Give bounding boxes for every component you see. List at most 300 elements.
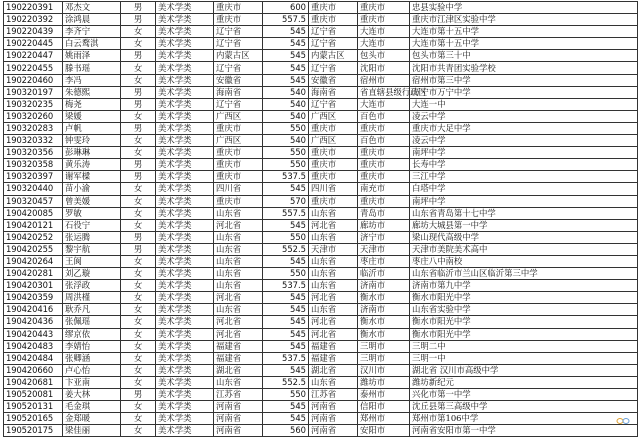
cell-sex: 女 bbox=[121, 364, 156, 376]
cell-major: 美术学类 bbox=[156, 147, 214, 159]
cell-name: 曾美媛 bbox=[63, 195, 121, 207]
cell-score: 545 bbox=[263, 413, 309, 425]
cell-sex: 男 bbox=[121, 159, 156, 171]
cell-score: 560 bbox=[263, 425, 309, 437]
cell-city: 宿州市 bbox=[358, 74, 410, 86]
cell-score: 545 bbox=[263, 183, 309, 195]
cell-province: 江苏省 bbox=[214, 389, 263, 401]
cell-name: 周洪槿 bbox=[63, 292, 121, 304]
table-row bbox=[4, 231, 638, 243]
cell-major: 美术学类 bbox=[156, 304, 214, 316]
cell-school: 枣庄八中南校 bbox=[410, 255, 638, 267]
table-row bbox=[4, 389, 638, 401]
cell-school: 沈丘县第三高级中学 bbox=[410, 401, 638, 413]
cell-name: 滕书瑶 bbox=[63, 62, 121, 74]
cell-score: 545 bbox=[263, 50, 309, 62]
cell-major: 美术学类 bbox=[156, 401, 214, 413]
cell-id: 190520165 bbox=[4, 413, 63, 425]
cell-sex: 男 bbox=[121, 243, 156, 255]
cell-school: 济南市第九中学 bbox=[410, 280, 638, 292]
cell-name: 罗敏 bbox=[63, 207, 121, 219]
cell-id: 190320440 bbox=[4, 183, 63, 195]
cell-province: 海南省 bbox=[214, 86, 263, 98]
cell-sex: 男 bbox=[121, 231, 156, 243]
cell-id: 190520175 bbox=[4, 425, 63, 437]
table-row bbox=[4, 195, 638, 207]
cell-major: 美术学类 bbox=[156, 50, 214, 62]
cell-sex: 女 bbox=[121, 268, 156, 280]
cell-sex: 女 bbox=[121, 401, 156, 413]
cell-school: 衡水市阳光中学 bbox=[410, 292, 638, 304]
cell-name: 毛金琪 bbox=[63, 401, 121, 413]
cell-sex: 女 bbox=[121, 195, 156, 207]
cell-major: 美术学类 bbox=[156, 352, 214, 364]
cell-province: 福建省 bbox=[214, 340, 263, 352]
cell-school: 河南省安阳市第一中学 bbox=[410, 425, 638, 437]
cell-province: 重庆市 bbox=[214, 159, 263, 171]
cell-city: 信阳市 bbox=[358, 401, 410, 413]
cell-score: 545 bbox=[263, 328, 309, 340]
cell-sex: 男 bbox=[121, 389, 156, 401]
cell-city: 枣庄市 bbox=[358, 255, 410, 267]
cell-school: 郑州市第106中学 bbox=[410, 413, 638, 425]
cell-exam-province: 山东省 bbox=[309, 376, 358, 388]
cell-city: 廊坊市 bbox=[358, 219, 410, 231]
cell-score: 545 bbox=[263, 304, 309, 316]
table-row bbox=[4, 280, 638, 292]
cell-exam-province: 重庆市 bbox=[309, 147, 358, 159]
cell-major: 美术学类 bbox=[156, 159, 214, 171]
cell-score: 600 bbox=[263, 2, 309, 14]
table-row bbox=[4, 292, 638, 304]
cell-school: 湖北省 汉川市高级中学 bbox=[410, 364, 638, 376]
cell-province: 重庆市 bbox=[214, 14, 263, 26]
table-row bbox=[4, 328, 638, 340]
table-row bbox=[4, 207, 638, 219]
cell-province: 山东省 bbox=[214, 304, 263, 316]
cell-id: 190420681 bbox=[4, 376, 63, 388]
cell-school: 梁山现代高级中学 bbox=[410, 231, 638, 243]
cell-major: 美术学类 bbox=[156, 425, 214, 437]
cell-name: 梅尧 bbox=[63, 98, 121, 110]
cell-id: 190420255 bbox=[4, 243, 63, 255]
cell-id: 190420443 bbox=[4, 328, 63, 340]
cell-exam-province: 广西区 bbox=[309, 110, 358, 122]
cell-city: 大连市 bbox=[358, 38, 410, 50]
cell-city: 重庆市 bbox=[358, 159, 410, 171]
cell-sex: 女 bbox=[121, 110, 156, 122]
cell-major: 美术学类 bbox=[156, 292, 214, 304]
cell-name: 卞亚南 bbox=[63, 376, 121, 388]
table-row bbox=[4, 110, 638, 122]
cell-sex: 女 bbox=[121, 316, 156, 328]
cell-sex: 男 bbox=[121, 86, 156, 98]
cell-name: 张运腾 bbox=[63, 231, 121, 243]
cell-score: 545 bbox=[263, 340, 309, 352]
cell-sex: 女 bbox=[121, 340, 156, 352]
cell-name: 刘乙璇 bbox=[63, 268, 121, 280]
cell-major: 美术学类 bbox=[156, 14, 214, 26]
table-row bbox=[4, 86, 638, 98]
cell-city: 重庆市 bbox=[358, 171, 410, 183]
table-row bbox=[4, 74, 638, 86]
cell-exam-province: 山东省 bbox=[309, 304, 358, 316]
cell-city: 包头市 bbox=[358, 50, 410, 62]
cell-name: 谢军樑 bbox=[63, 171, 121, 183]
cell-id: 190420483 bbox=[4, 340, 63, 352]
cell-sex: 女 bbox=[121, 74, 156, 86]
admission-score-table bbox=[3, 1, 638, 437]
table-row bbox=[4, 413, 638, 425]
cell-name: 彭琳琳 bbox=[63, 147, 121, 159]
cell-province: 山东省 bbox=[214, 255, 263, 267]
cell-id: 190220455 bbox=[4, 62, 63, 74]
cell-score: 550 bbox=[263, 231, 309, 243]
cell-score: 550 bbox=[263, 268, 309, 280]
cell-school: 重庆市大足中学 bbox=[410, 122, 638, 134]
cell-id: 190420660 bbox=[4, 364, 63, 376]
cell-major: 美术学类 bbox=[156, 171, 214, 183]
cell-province: 河南省 bbox=[214, 401, 263, 413]
cell-exam-province: 河南省 bbox=[309, 425, 358, 437]
cell-sex: 女 bbox=[121, 26, 156, 38]
cell-score: 540 bbox=[263, 98, 309, 110]
cell-exam-province: 四川省 bbox=[309, 183, 358, 195]
cell-province: 辽宁省 bbox=[214, 26, 263, 38]
table-row bbox=[4, 401, 638, 413]
cell-id: 190320397 bbox=[4, 171, 63, 183]
cell-province: 重庆市 bbox=[214, 171, 263, 183]
score-table-sheet bbox=[3, 1, 637, 437]
cell-id: 190420436 bbox=[4, 316, 63, 328]
cell-major: 美术学类 bbox=[156, 86, 214, 98]
cell-province: 河南省 bbox=[214, 425, 263, 437]
cell-city: 济南市 bbox=[358, 280, 410, 292]
cell-school: 大连一中 bbox=[410, 98, 638, 110]
cell-name: 钟雯玲 bbox=[63, 135, 121, 147]
cell-score: 540 bbox=[263, 110, 309, 122]
cell-name: 耿乔凡 bbox=[63, 304, 121, 316]
cell-name: 姚雨泽 bbox=[63, 50, 121, 62]
table-row bbox=[4, 14, 638, 26]
cell-exam-province: 广西区 bbox=[309, 135, 358, 147]
cell-exam-province: 天津市 bbox=[309, 243, 358, 255]
cell-name: 白云鹜淇 bbox=[63, 38, 121, 50]
cell-id: 190320260 bbox=[4, 110, 63, 122]
cell-school: 南坪中学 bbox=[410, 195, 638, 207]
cell-major: 美术学类 bbox=[156, 340, 214, 352]
cell-id: 190320332 bbox=[4, 135, 63, 147]
cell-id: 190420416 bbox=[4, 304, 63, 316]
cell-province: 河南省 bbox=[214, 413, 263, 425]
cell-exam-province: 重庆市 bbox=[309, 2, 358, 14]
cell-major: 美术学类 bbox=[156, 98, 214, 110]
cell-exam-province: 福建省 bbox=[309, 352, 358, 364]
cell-score: 552.5 bbox=[263, 376, 309, 388]
cell-score: 545 bbox=[263, 38, 309, 50]
cell-province: 重庆市 bbox=[214, 195, 263, 207]
cell-id: 190420484 bbox=[4, 352, 63, 364]
cell-province: 山东省 bbox=[214, 243, 263, 255]
table-row bbox=[4, 304, 638, 316]
cell-school: 衡水市阳光中学 bbox=[410, 316, 638, 328]
cell-exam-province: 山东省 bbox=[309, 268, 358, 280]
cell-name: 李齐宁 bbox=[63, 26, 121, 38]
cell-province: 湖北省 bbox=[214, 364, 263, 376]
cell-exam-province: 山东省 bbox=[309, 280, 358, 292]
cell-name: 李婧怡 bbox=[63, 340, 121, 352]
table-row bbox=[4, 352, 638, 364]
cell-school: 万宁市万宁中学 bbox=[410, 86, 638, 98]
cell-major: 美术学类 bbox=[156, 231, 214, 243]
cell-city: 青岛市 bbox=[358, 207, 410, 219]
cell-sex: 女 bbox=[121, 328, 156, 340]
cell-exam-province: 辽宁省 bbox=[309, 98, 358, 110]
cell-province: 辽宁省 bbox=[214, 62, 263, 74]
cell-name: 卢帆 bbox=[63, 122, 121, 134]
cell-score: 557.5 bbox=[263, 207, 309, 219]
cell-score: 550 bbox=[263, 389, 309, 401]
cell-sex: 男 bbox=[121, 171, 156, 183]
cell-exam-province: 河北省 bbox=[309, 328, 358, 340]
cell-score: 545 bbox=[263, 292, 309, 304]
cell-exam-province: 山东省 bbox=[309, 207, 358, 219]
cell-score: 545 bbox=[263, 401, 309, 413]
cell-exam-province: 安徽省 bbox=[309, 74, 358, 86]
table-row bbox=[4, 340, 638, 352]
table-row bbox=[4, 219, 638, 231]
cell-school: 凌云中学 bbox=[410, 135, 638, 147]
cell-name: 梁佳丽 bbox=[63, 425, 121, 437]
cell-score: 545 bbox=[263, 316, 309, 328]
cell-city: 衡水市 bbox=[358, 328, 410, 340]
cell-city: 南充市 bbox=[358, 183, 410, 195]
cell-province: 广西区 bbox=[214, 135, 263, 147]
cell-city: 衡水市 bbox=[358, 316, 410, 328]
cell-exam-province: 辽宁省 bbox=[309, 38, 358, 50]
cell-sex: 女 bbox=[121, 352, 156, 364]
cell-province: 辽宁省 bbox=[214, 98, 263, 110]
cell-major: 美术学类 bbox=[156, 328, 214, 340]
cell-sex: 女 bbox=[121, 292, 156, 304]
cell-city: 天津市 bbox=[358, 243, 410, 255]
cell-major: 美术学类 bbox=[156, 255, 214, 267]
cell-score: 550 bbox=[263, 147, 309, 159]
table-row bbox=[4, 147, 638, 159]
cell-school: 包头市第三十中 bbox=[410, 50, 638, 62]
cell-id: 190220447 bbox=[4, 50, 63, 62]
cell-school: 南坪中学 bbox=[410, 147, 638, 159]
cell-score: 545 bbox=[263, 62, 309, 74]
cell-id: 190420301 bbox=[4, 280, 63, 292]
watermark-icon bbox=[616, 417, 630, 425]
cell-province: 河北省 bbox=[214, 316, 263, 328]
cell-name: 卢心怡 bbox=[63, 364, 121, 376]
cell-city: 重庆市 bbox=[358, 14, 410, 26]
cell-school: 重庆市江津区实验中学 bbox=[410, 14, 638, 26]
cell-id: 190320358 bbox=[4, 159, 63, 171]
cell-major: 美术学类 bbox=[156, 413, 214, 425]
cell-exam-province: 山东省 bbox=[309, 255, 358, 267]
cell-score: 537.5 bbox=[263, 280, 309, 292]
cell-score: 537.5 bbox=[263, 352, 309, 364]
table-row bbox=[4, 50, 638, 62]
cell-province: 内蒙古区 bbox=[214, 50, 263, 62]
cell-sex: 男 bbox=[121, 98, 156, 110]
table-row bbox=[4, 62, 638, 74]
cell-exam-province: 重庆市 bbox=[309, 171, 358, 183]
cell-school: 廊坊大城县第一中学 bbox=[410, 219, 638, 231]
cell-school: 大连市第十五中学 bbox=[410, 38, 638, 50]
cell-exam-province: 重庆市 bbox=[309, 122, 358, 134]
cell-major: 美术学类 bbox=[156, 364, 214, 376]
table-row bbox=[4, 376, 638, 388]
cell-score: 552.5 bbox=[263, 243, 309, 255]
cell-province: 山东省 bbox=[214, 280, 263, 292]
cell-school: 山东省临沂市兰山区临沂第三中学 bbox=[410, 268, 638, 280]
cell-name: 涂鸿晨 bbox=[63, 14, 121, 26]
cell-city: 济宁市 bbox=[358, 231, 410, 243]
table-row bbox=[4, 364, 638, 376]
cell-sex: 女 bbox=[121, 413, 156, 425]
cell-exam-province: 海南省 bbox=[309, 86, 358, 98]
cell-city: 沈阳市 bbox=[358, 62, 410, 74]
table-row bbox=[4, 135, 638, 147]
cell-school: 山东省青岛第十七中学 bbox=[410, 207, 638, 219]
cell-province: 河北省 bbox=[214, 219, 263, 231]
table-row bbox=[4, 98, 638, 110]
cell-id: 190520081 bbox=[4, 389, 63, 401]
cell-exam-province: 河南省 bbox=[309, 413, 358, 425]
cell-id: 190220392 bbox=[4, 14, 63, 26]
cell-sex: 女 bbox=[121, 425, 156, 437]
cell-score: 545 bbox=[263, 74, 309, 86]
cell-province: 山东省 bbox=[214, 268, 263, 280]
cell-city: 临沂市 bbox=[358, 268, 410, 280]
cell-major: 美术学类 bbox=[156, 74, 214, 86]
table-row bbox=[4, 316, 638, 328]
table-row bbox=[4, 2, 638, 14]
cell-major: 美术学类 bbox=[156, 110, 214, 122]
cell-exam-province: 重庆市 bbox=[309, 195, 358, 207]
cell-province: 河北省 bbox=[214, 292, 263, 304]
cell-school: 三明二中 bbox=[410, 340, 638, 352]
cell-school: 长寿中学 bbox=[410, 159, 638, 171]
cell-school: 忠县实验中学 bbox=[410, 2, 638, 14]
cell-province: 辽宁省 bbox=[214, 38, 263, 50]
cell-sex: 女 bbox=[121, 207, 156, 219]
cell-score: 545 bbox=[263, 219, 309, 231]
cell-school: 山东省实验中学 bbox=[410, 304, 638, 316]
cell-id: 190420085 bbox=[4, 207, 63, 219]
cell-score: 540 bbox=[263, 135, 309, 147]
cell-province: 广西区 bbox=[214, 110, 263, 122]
cell-province: 山东省 bbox=[214, 376, 263, 388]
cell-name: 张佩瑶 bbox=[63, 316, 121, 328]
cell-sex: 女 bbox=[121, 280, 156, 292]
cell-major: 美术学类 bbox=[156, 62, 214, 74]
table-row bbox=[4, 255, 638, 267]
cell-id: 190220439 bbox=[4, 26, 63, 38]
cell-sex: 男 bbox=[121, 14, 156, 26]
cell-province: 重庆市 bbox=[214, 122, 263, 134]
cell-city: 重庆市 bbox=[358, 2, 410, 14]
cell-school: 白塔中学 bbox=[410, 183, 638, 195]
cell-id: 190420359 bbox=[4, 292, 63, 304]
cell-exam-province: 重庆市 bbox=[309, 159, 358, 171]
cell-school: 沈阳市共青团实验学校 bbox=[410, 62, 638, 74]
table-row bbox=[4, 159, 638, 171]
cell-major: 美术学类 bbox=[156, 183, 214, 195]
cell-school: 天津市美院美术高中 bbox=[410, 243, 638, 255]
cell-name: 王阆 bbox=[63, 255, 121, 267]
cell-sex: 男 bbox=[121, 50, 156, 62]
cell-id: 190220445 bbox=[4, 38, 63, 50]
cell-name: 苗小渝 bbox=[63, 183, 121, 195]
cell-id: 190420281 bbox=[4, 268, 63, 280]
cell-score: 557.5 bbox=[263, 14, 309, 26]
table-row bbox=[4, 183, 638, 195]
cell-exam-province: 河南省 bbox=[309, 401, 358, 413]
cell-city: 大连市 bbox=[358, 98, 410, 110]
cell-school: 三明一中 bbox=[410, 352, 638, 364]
cell-exam-province: 湖北省 bbox=[309, 364, 358, 376]
cell-city: 百色市 bbox=[358, 135, 410, 147]
cell-city: 重庆市 bbox=[358, 147, 410, 159]
cell-score: 545 bbox=[263, 364, 309, 376]
cell-city: 三明市 bbox=[358, 340, 410, 352]
cell-exam-province: 福建省 bbox=[309, 340, 358, 352]
cell-province: 安徽省 bbox=[214, 74, 263, 86]
table-row bbox=[4, 171, 638, 183]
cell-name: 姜大林 bbox=[63, 389, 121, 401]
table-row bbox=[4, 425, 638, 437]
cell-score: 570 bbox=[263, 195, 309, 207]
cell-province: 河北省 bbox=[214, 328, 263, 340]
cell-exam-province: 江苏省 bbox=[309, 389, 358, 401]
cell-score: 545 bbox=[263, 26, 309, 38]
cell-sex: 女 bbox=[121, 135, 156, 147]
cell-name: 李冯 bbox=[63, 74, 121, 86]
cell-city: 重庆市 bbox=[358, 122, 410, 134]
cell-exam-province: 辽宁省 bbox=[309, 26, 358, 38]
table-row bbox=[4, 38, 638, 50]
cell-sex: 男 bbox=[121, 2, 156, 14]
cell-id: 190420252 bbox=[4, 231, 63, 243]
table-row bbox=[4, 268, 638, 280]
cell-sex: 女 bbox=[121, 304, 156, 316]
cell-school: 宿州市第三中学 bbox=[410, 74, 638, 86]
cell-name: 梁媛 bbox=[63, 110, 121, 122]
cell-exam-province: 山东省 bbox=[309, 231, 358, 243]
cell-exam-province: 河北省 bbox=[309, 316, 358, 328]
cell-city: 大连市 bbox=[358, 26, 410, 38]
cell-score: 545 bbox=[263, 255, 309, 267]
cell-score: 537.5 bbox=[263, 171, 309, 183]
cell-sex: 女 bbox=[121, 376, 156, 388]
cell-city: 重庆市 bbox=[358, 195, 410, 207]
cell-major: 美术学类 bbox=[156, 207, 214, 219]
cell-id: 190320457 bbox=[4, 195, 63, 207]
cell-id: 190220460 bbox=[4, 74, 63, 86]
cell-province: 重庆市 bbox=[214, 147, 263, 159]
cell-major: 美术学类 bbox=[156, 316, 214, 328]
cell-province: 福建省 bbox=[214, 352, 263, 364]
table-row bbox=[4, 122, 638, 134]
cell-name: 金郑暖 bbox=[63, 413, 121, 425]
cell-name: 邓杰文 bbox=[63, 2, 121, 14]
table-row bbox=[4, 26, 638, 38]
